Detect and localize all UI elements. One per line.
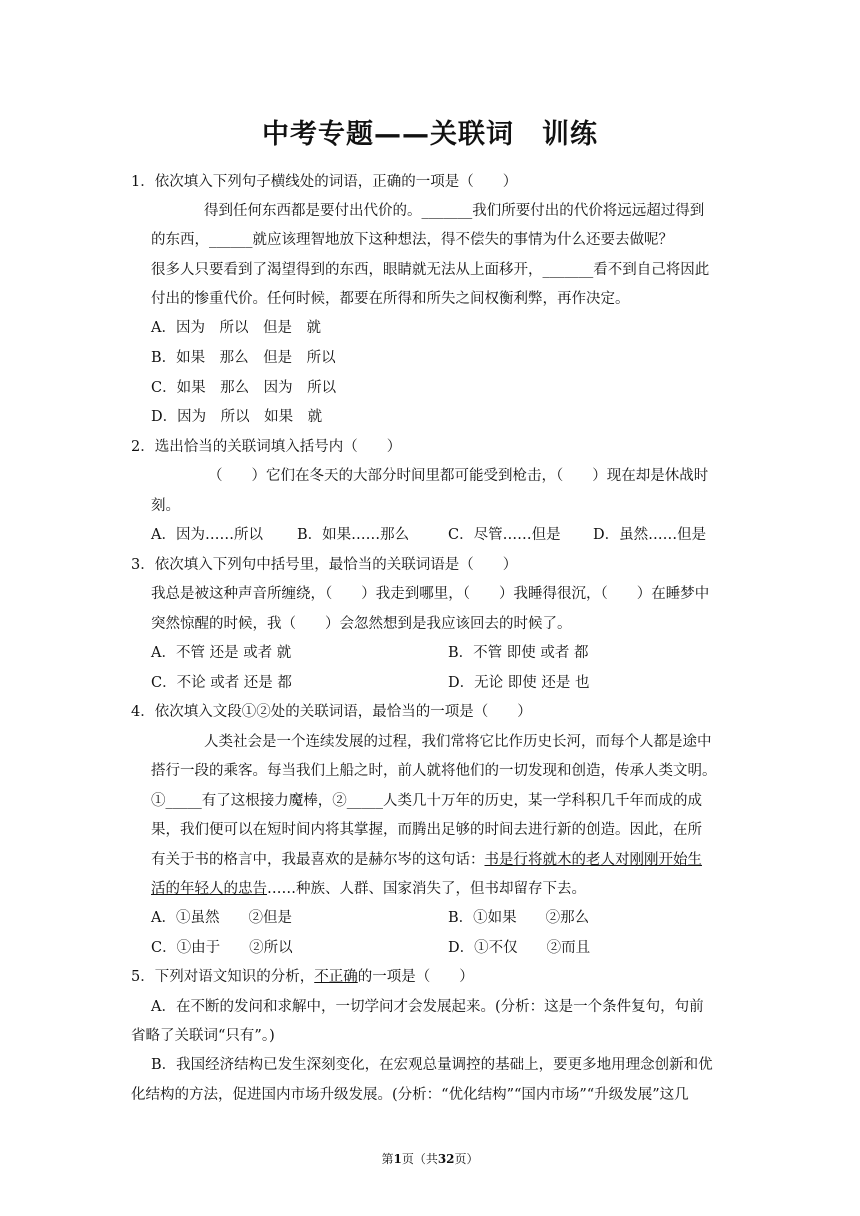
question-3-option-b: B．不管 即使 或者 都 [448, 645, 589, 661]
question-2-passage-line: （ ）它们在冬天的大部分时间里都可能受到枪击，（ ）现在却是休战时 [208, 468, 709, 484]
question-4-option-d: D．①不仅 ②而且 [448, 940, 591, 956]
question-2-option-d: D．虽然……但是 [593, 527, 707, 543]
question-3-option-d: D．无论 即使 还是 也 [448, 675, 590, 691]
question-4-passage-line: 人类社会是一个连续发展的过程，我们常将它比作历史长河，而每个人都是途中 [204, 734, 712, 750]
page-footer [0, 1150, 860, 1167]
total-pages: 32 [437, 1152, 455, 1166]
question-1-passage-line: 得到任何东西都是要付出代价的。_______我们所要付出的代价将远远超过得到 [204, 203, 705, 219]
question-4-passage-line [151, 879, 586, 899]
stem-text: 的一项是（ ） [357, 969, 474, 985]
question-5-option-b-line: B．我国经济结构已发生深刻变化，在宏观总量调控的基础上，要更多地用理念创新和优 [151, 1057, 713, 1073]
question-4-option-b: B．①如果 ②那么 [448, 910, 590, 926]
question-3-option-a: A．不管 还是 或者 就 [151, 645, 292, 661]
question-4-passage-line: 搭行一段的乘客。每当我们上船之时，前人就将他们的一切发现和创造，传承人类文明。 [151, 763, 717, 779]
question-3-passage-line: 我总是被这种声音所缠绕，（ ）我走到哪里，（ ）我睡得很沉，（ ）在睡梦中 [151, 586, 710, 602]
question-3-stem: 3．依次填入下列句中括号里，最恰当的关联词语是（ ） [131, 557, 518, 573]
passage-text: 有关于书的格言中，我最喜欢的是赫尔岑的这句话： [151, 852, 485, 868]
footer-text: 第 [381, 1152, 394, 1166]
stem-text: 5．下列对语文知识的分析， [131, 969, 315, 985]
underlined-quote: 书是行将就木的老人对刚刚开始生 [484, 852, 702, 868]
page-number: 1 [393, 1152, 402, 1166]
question-4-passage-line [151, 850, 702, 870]
question-4-option-a: A．①虽然 ②但是 [151, 910, 292, 926]
question-4-option-c: C．①由于 ②所以 [151, 940, 293, 956]
question-5-option-b-line: 化结构的方法，促进国内市场升级发展。(分析：“优化结构”“国内市场”“升级发展”这几 [131, 1087, 689, 1103]
question-4-passage-line: ①_____有了这根接力魔棒，②_____人类几十万年的历史，某一学科积几千年而成的成 [151, 793, 702, 809]
emphasis-not-correct: 不正确 [314, 969, 358, 985]
question-2-option-a: A．因为……所以 [151, 527, 263, 543]
question-4-passage-line: 果，我们便可以在短时间内将其掌握，而腾出足够的时间去进行新的创造。因此，在所 [151, 822, 702, 838]
question-2-stem: 2．选出恰当的关联词填入括号内（ ） [131, 439, 402, 455]
question-1-option-c: C．如果 那么 因为 所以 [151, 380, 337, 396]
question-5-option-a-line: A．在不断的发问和求解中，一切学问才会发展起来。(分析：这是一个条件复句，句前 [151, 999, 704, 1015]
question-1-option-b: B．如果 那么 但是 所以 [151, 350, 336, 366]
question-1-passage-line: 的东西，______就应该理智地放下这种想法，得不偿失的事情为什么还要去做呢？ [151, 232, 673, 248]
question-1-stem: 1．依次填入下列句子横线处的词语，正确的一项是（ ） [131, 174, 518, 190]
question-1-option-d: D．因为 所以 如果 就 [151, 409, 323, 425]
question-1-passage-line: 很多人只要看到了渴望得到的东西，眼睛就无法从上面移开，_______看不到自己将因此 [151, 262, 710, 278]
question-5-option-a-line: 省略了关联词“只有”。) [131, 1028, 275, 1044]
question-1-option-a: A．因为 所以 但是 就 [151, 320, 321, 336]
passage-text: ……种族、人群、国家消失了，但书却留存下去。 [267, 881, 586, 897]
question-2-option-c: C．尽管……但是 [448, 527, 561, 543]
question-3-passage-line: 突然惊醒的时候，我（ ）会忽然想到是我应该回去的时候了。 [151, 616, 572, 632]
page-title: 中考专题——关联词 训练 [262, 119, 598, 150]
question-2-passage-line: 刻。 [151, 498, 180, 514]
question-2-option-b: B．如果……那么 [297, 527, 410, 543]
footer-text: 页） [454, 1152, 479, 1166]
question-3-option-c: C．不论 或者 还是 都 [151, 675, 292, 691]
footer-text: 页（共 [401, 1152, 438, 1166]
question-1-passage-line: 付出的惨重代价。任何时候，都要在所得和所失之间权衡利弊，再作决定。 [151, 291, 630, 307]
question-4-stem: 4．依次填入文段①②处的关联词语，最恰当的一项是（ ） [131, 704, 532, 720]
question-5-stem [131, 967, 474, 987]
underlined-quote: 活的年轻人的忠告 [151, 881, 267, 897]
